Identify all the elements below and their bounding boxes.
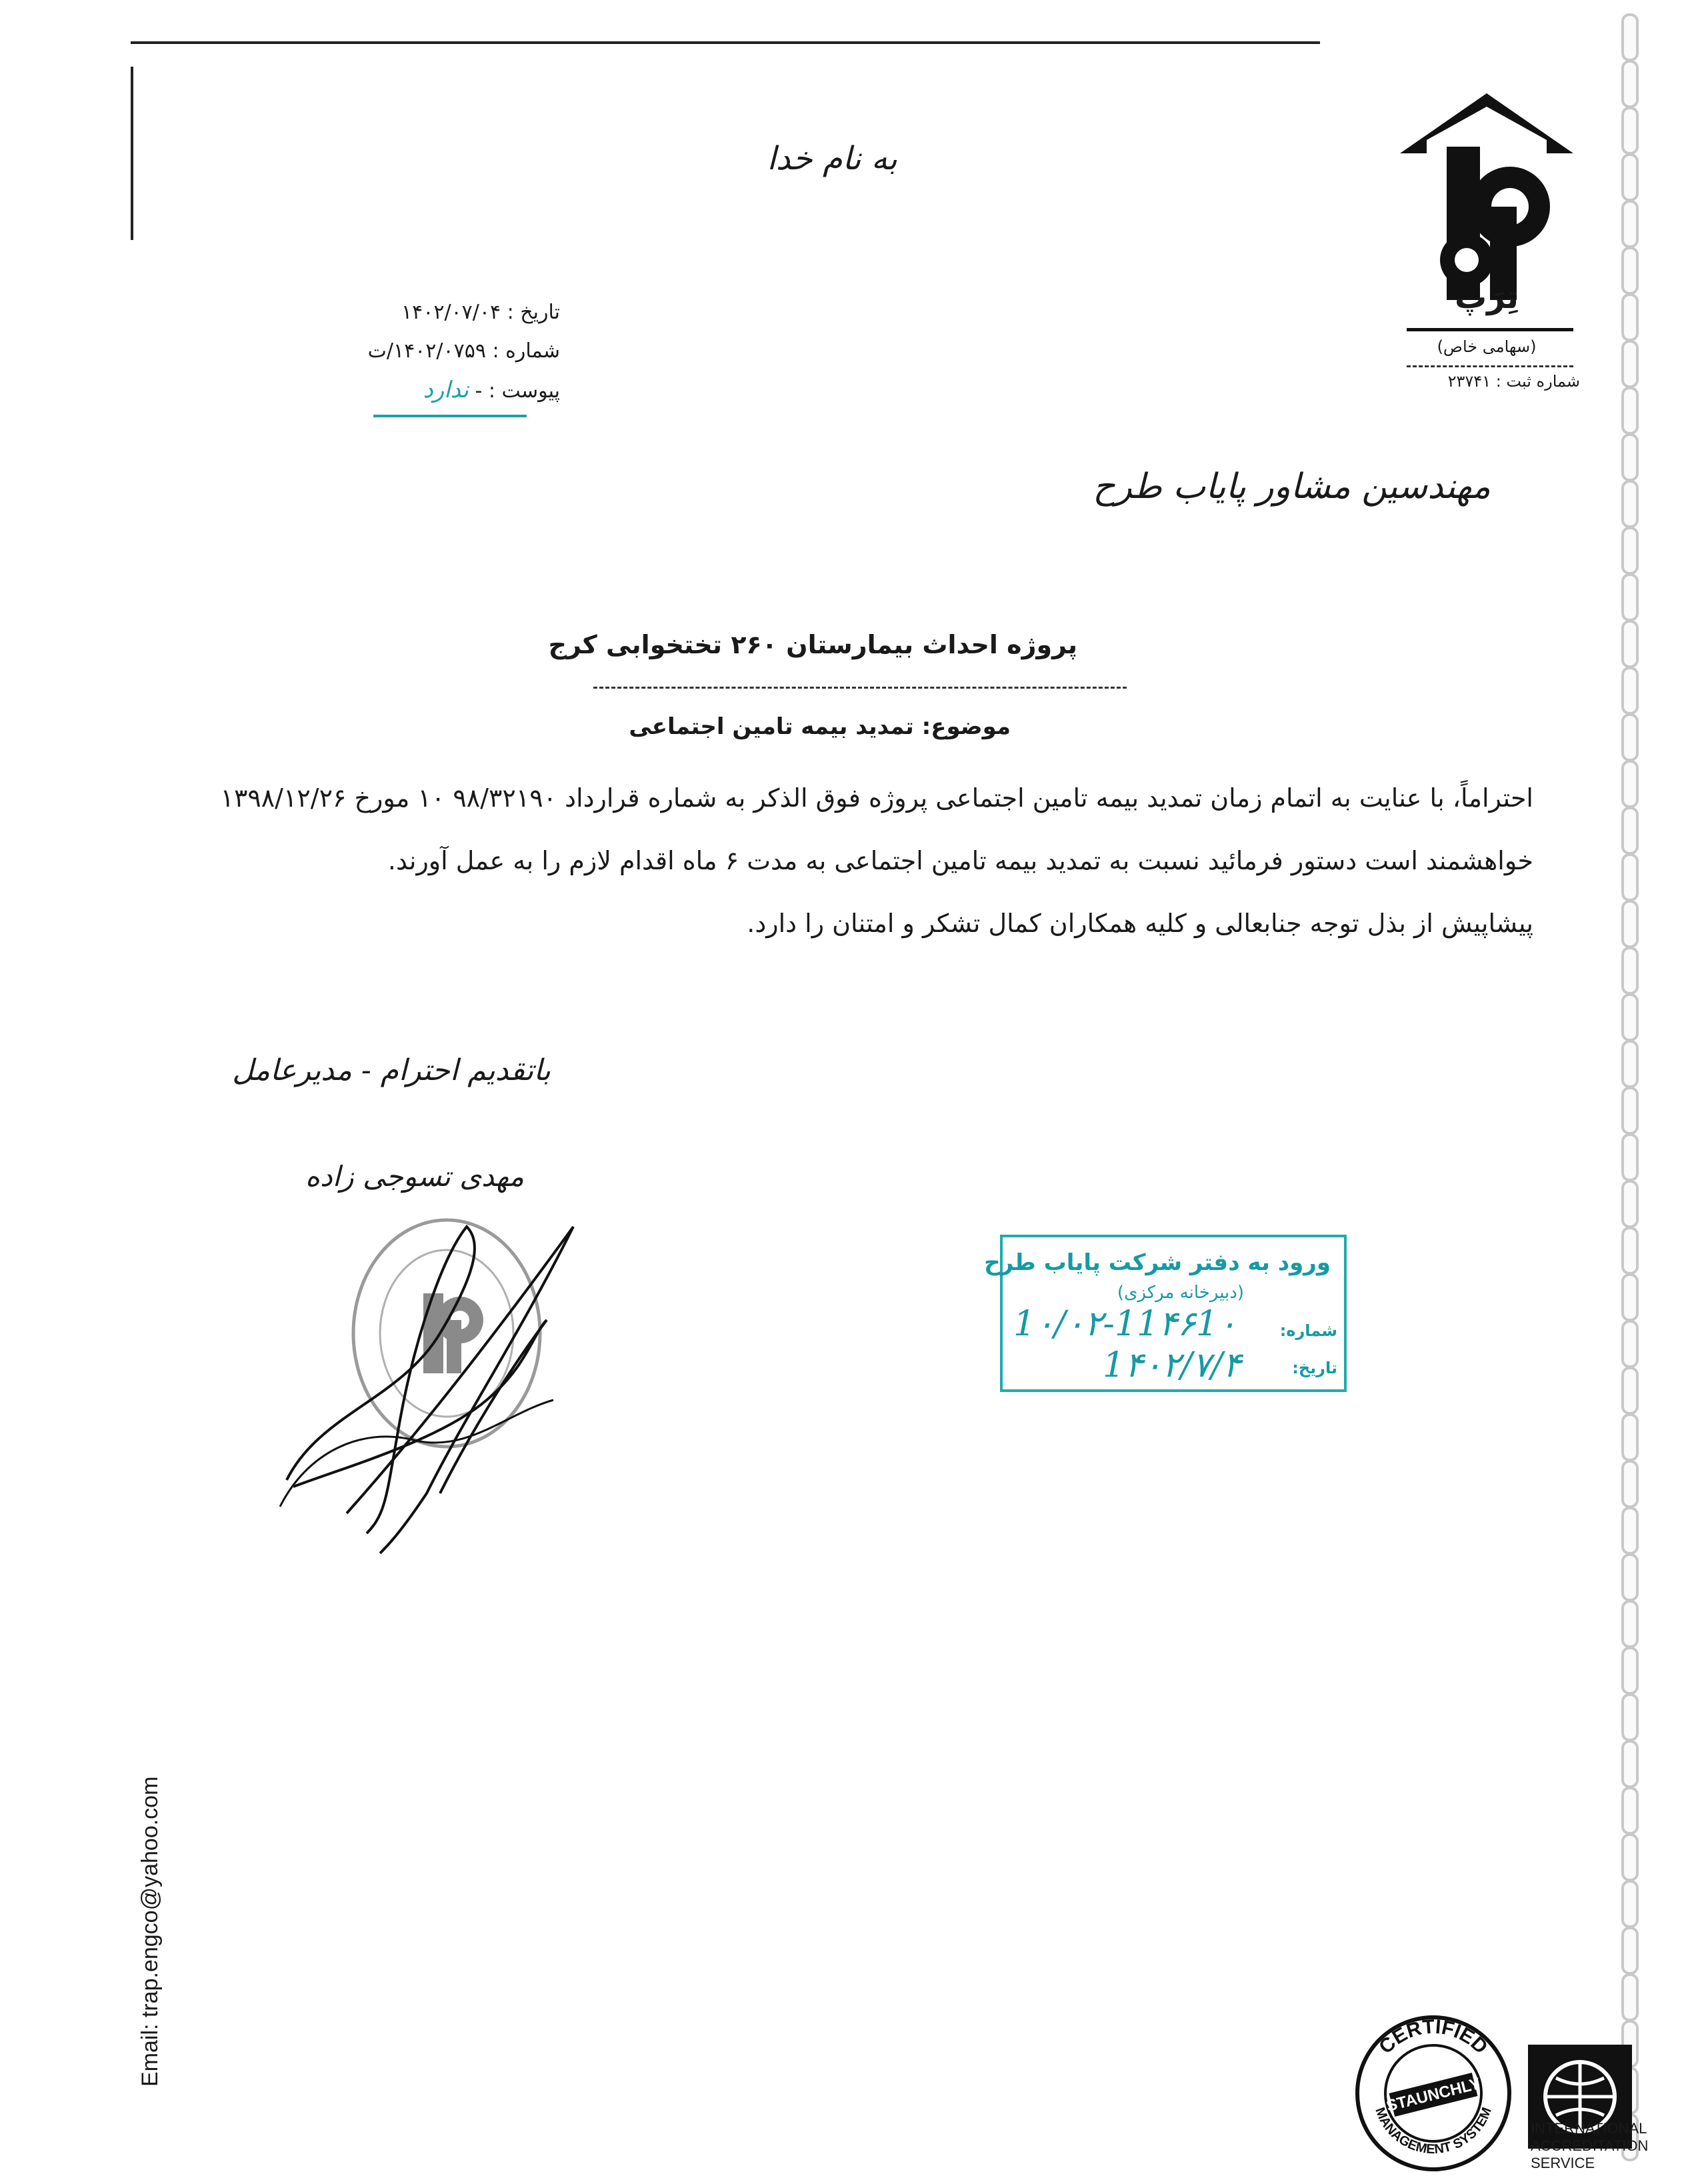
binding-hole	[1621, 807, 1639, 855]
registration-rule	[1407, 365, 1573, 367]
body-line-1: احتراماً، با عنایت به اتمام زمان تمدید بیمه تامین اجتماعی پروژه فوق الذکر به شماره قرارداد ۹۸/۳۲۱۹۰ ۱۰ مورخ ۱۳۹۸/۱۲/۲۶	[220, 783, 1533, 813]
binding-hole	[1621, 1180, 1639, 1228]
reception-stamp	[984, 1235, 1347, 1392]
binding-hole	[1621, 1600, 1639, 1648]
binding-hole	[1621, 153, 1639, 201]
stamp-date-value: 1۴۰۲/۷/۴	[1103, 1345, 1241, 1385]
signer-name: مهدی تسوجی زاده	[305, 1160, 524, 1193]
meta-number-label: شماره :	[492, 339, 560, 363]
company-name-rule	[1407, 328, 1573, 331]
basmala: به نام خدا	[767, 140, 897, 177]
accreditation-line-1: INTERNATIONAL	[1531, 2120, 1647, 2137]
meta-date-label: تاریخ :	[507, 301, 560, 324]
binding-hole	[1621, 760, 1639, 808]
stamp-number-label: شماره:	[1279, 1321, 1337, 1340]
certified-badge-icon	[1353, 2013, 1513, 2173]
binding-hole	[1621, 1227, 1639, 1275]
recipient: مهندسین مشاور پایاب طرح	[1093, 467, 1491, 507]
registration-number: شماره ثبت : ۲۳۷۴۱	[1447, 372, 1580, 391]
letter-body	[220, 767, 1533, 955]
project-title: پروژه احداث بیمارستان ۲۶۰ تختخوابی کرج	[548, 630, 1077, 659]
cert-mid-text: STAUNCHLY	[1384, 2074, 1483, 2116]
binding-hole	[1621, 1367, 1639, 1415]
binding-hole	[1621, 13, 1639, 61]
company-name: تِرَپ	[1454, 279, 1519, 316]
binding-hole	[1621, 1880, 1639, 1928]
svg-text:CERTIFIED	[1375, 2016, 1492, 2059]
cert-bottom-text: MANAGEMENT SYSTEM	[1372, 2105, 1495, 2157]
contact-email: Email: trap.engco@yahoo.com	[137, 1776, 163, 2087]
meta-number-row	[307, 332, 560, 371]
cert-top-text: CERTIFIED	[1375, 2015, 1492, 2059]
binding-hole	[1621, 1833, 1639, 1881]
accreditation-line-2: ACCREDITATION	[1531, 2137, 1649, 2154]
meta-underline	[373, 415, 527, 417]
letter-meta	[307, 293, 560, 411]
binding-hole	[1621, 713, 1639, 761]
binding-hole	[1621, 200, 1639, 248]
handwritten-signature-icon	[267, 1200, 640, 1560]
binding-hole	[1621, 293, 1639, 341]
binding-hole	[1621, 1787, 1639, 1835]
binding-hole	[1621, 433, 1639, 481]
body-line-2: خواهشمند است دستور فرمائید نسبت به تمدید بیمه تامین اجتماعی به مدت ۶ ماه اقدام لازم را به عمل آورند.	[387, 846, 1533, 875]
binding-hole	[1621, 1273, 1639, 1321]
binding-hole	[1621, 1087, 1639, 1135]
meta-date-value: ۱۴۰۲/۰۷/۰۴	[401, 301, 501, 324]
binding-hole	[1621, 1413, 1639, 1461]
binding-hole	[1621, 947, 1639, 995]
meta-number-value: ۱۴۰۲/۰۷۵۹/ت	[367, 339, 486, 363]
meta-date-row	[307, 293, 560, 332]
accreditation-text	[1531, 2120, 1649, 2172]
binding-hole	[1621, 247, 1639, 295]
meta-attachment-value: ندارد	[423, 377, 469, 403]
binding-hole	[1621, 900, 1639, 948]
company-type: (سهامی خاص)	[1437, 337, 1537, 356]
accreditation-line-3: SERVICE	[1531, 2155, 1595, 2171]
closing-salutation: باتقدیم احترام - مدیرعامل	[232, 1053, 551, 1087]
binding-hole	[1621, 1133, 1639, 1181]
binding-hole	[1621, 527, 1639, 575]
binding-hole	[1621, 993, 1639, 1041]
binding-hole	[1621, 1320, 1639, 1368]
binding-hole	[1621, 1460, 1639, 1508]
binding-hole	[1621, 1647, 1639, 1695]
title-divider	[593, 687, 1127, 689]
binding-hole	[1621, 1740, 1639, 1788]
stamp-date-label: تاریخ:	[1292, 1359, 1337, 1377]
binding-hole	[1621, 107, 1639, 155]
binding-hole	[1621, 387, 1639, 435]
binding-holes	[1617, 0, 1644, 2184]
body-line-3: پیشاپیش از بذل توجه جنابعالی و کلیه همکاران کمال تشکر و امتنان را دارد.	[747, 909, 1533, 938]
frame-top-line	[131, 41, 1320, 44]
stamp-title: ورود به دفتر شرکت پایاب طرح	[984, 1249, 1331, 1276]
binding-hole	[1621, 1040, 1639, 1088]
binding-hole	[1621, 340, 1639, 388]
binding-hole	[1621, 1507, 1639, 1555]
stamp-number-value: 1۰/۰۲-11۴۶1۰	[1013, 1304, 1237, 1344]
binding-hole	[1621, 667, 1639, 715]
binding-hole	[1621, 853, 1639, 901]
frame-left-line	[131, 67, 133, 240]
binding-hole	[1621, 480, 1639, 528]
binding-hole	[1621, 1927, 1639, 1975]
binding-hole	[1621, 1553, 1639, 1601]
binding-hole	[1621, 573, 1639, 621]
stamp-subtitle: (دبیرخانه مرکزی)	[1117, 1283, 1244, 1303]
binding-hole	[1621, 1693, 1639, 1741]
binding-hole	[1621, 60, 1639, 108]
meta-attachment-row	[307, 371, 560, 411]
meta-attachment-label: پیوست : -	[475, 379, 560, 403]
binding-hole	[1621, 620, 1639, 668]
subject-line: موضوع: تمدید بیمه تامین اجتماعی	[629, 713, 1011, 740]
